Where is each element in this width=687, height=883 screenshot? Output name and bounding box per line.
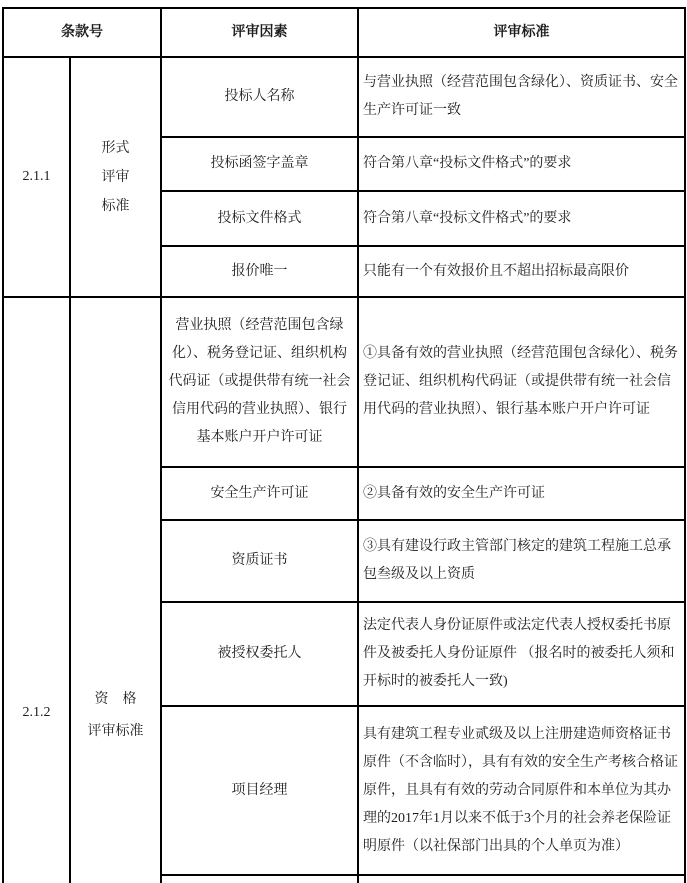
clause-number-text: 2.1.2	[22, 705, 51, 720]
evaluation-criteria-table	[2, 7, 686, 883]
category-line: 标准	[101, 198, 130, 214]
category-line: 形式	[101, 140, 130, 156]
factor-cell: 投标人名称	[161, 57, 358, 137]
column-header-evaluation-criteria: 评审标准	[358, 8, 685, 57]
table-header-row	[3, 8, 685, 57]
factor-cell: 被授权委托人	[161, 602, 358, 706]
criteria-cell: 符合第八章“投标文件格式”的要求	[358, 137, 685, 191]
criteria-cell: 与营业执照（经营范围包含绿化）、资质证书、安全生产许可证一致	[358, 57, 685, 137]
category-label-qualification-review	[70, 297, 161, 883]
factor-cell: 投标文件格式	[161, 191, 358, 246]
column-header-clause-number: 条款号	[3, 8, 161, 57]
criteria-cell	[358, 875, 685, 883]
criteria-cell: 具有建筑工程专业贰级及以上注册建造师资格证书原件（不含临时），具有有效的安全生产考核合格证原件，且具有有效的劳动合同原件和本单位为其办理的2017年1月以来不低于3个月的社会养老保险证明原件（以社保部门出具的个人单页为准）	[358, 706, 685, 875]
category-line: 资 格	[94, 692, 137, 707]
criteria-cell: 只能有一个有效报价且不超出招标最高限价	[358, 246, 685, 297]
factor-cell: 资质证书	[161, 520, 358, 602]
document-page	[0, 7, 687, 883]
table-row	[3, 57, 685, 137]
factor-cell: 营业执照（经营范围包含绿化）、税务登记证、组织机构代码证（或提供带有统一社会信用代码的营业执照）、银行基本账户开户许可证	[161, 297, 358, 467]
clause-number-2-1-2	[3, 297, 70, 883]
column-header-evaluation-factor: 评审因素	[161, 8, 358, 57]
table-row	[3, 297, 685, 467]
factor-cell: 项目经理	[161, 706, 358, 875]
category-line: 评审	[101, 169, 130, 185]
category-line: 评审标准	[87, 724, 144, 739]
clause-number-2-1-1: 2.1.1	[3, 57, 70, 297]
criteria-cell: ②具备有效的安全生产许可证	[358, 467, 685, 520]
factor-cell: 报价唯一	[161, 246, 358, 297]
criteria-cell: 法定代表人身份证原件或法定代表人授权委托书原件及被委托人身份证原件 （报名时的被委托人须和开标时的被委托人一致)	[358, 602, 685, 706]
criteria-cell: ①具备有效的营业执照（经营范围包含绿化）、税务登记证、组织机构代码证（或提供带有统一社会信用代码的营业执照）、银行基本账户开户许可证	[358, 297, 685, 467]
factor-cell	[161, 875, 358, 883]
category-label-formal-review	[70, 57, 161, 297]
factor-cell: 投标函签字盖章	[161, 137, 358, 191]
factor-cell: 安全生产许可证	[161, 467, 358, 520]
criteria-cell: 符合第八章“投标文件格式”的要求	[358, 191, 685, 246]
criteria-cell: ③具有建设行政主管部门核定的建筑工程施工总承包叁级及以上资质	[358, 520, 685, 602]
